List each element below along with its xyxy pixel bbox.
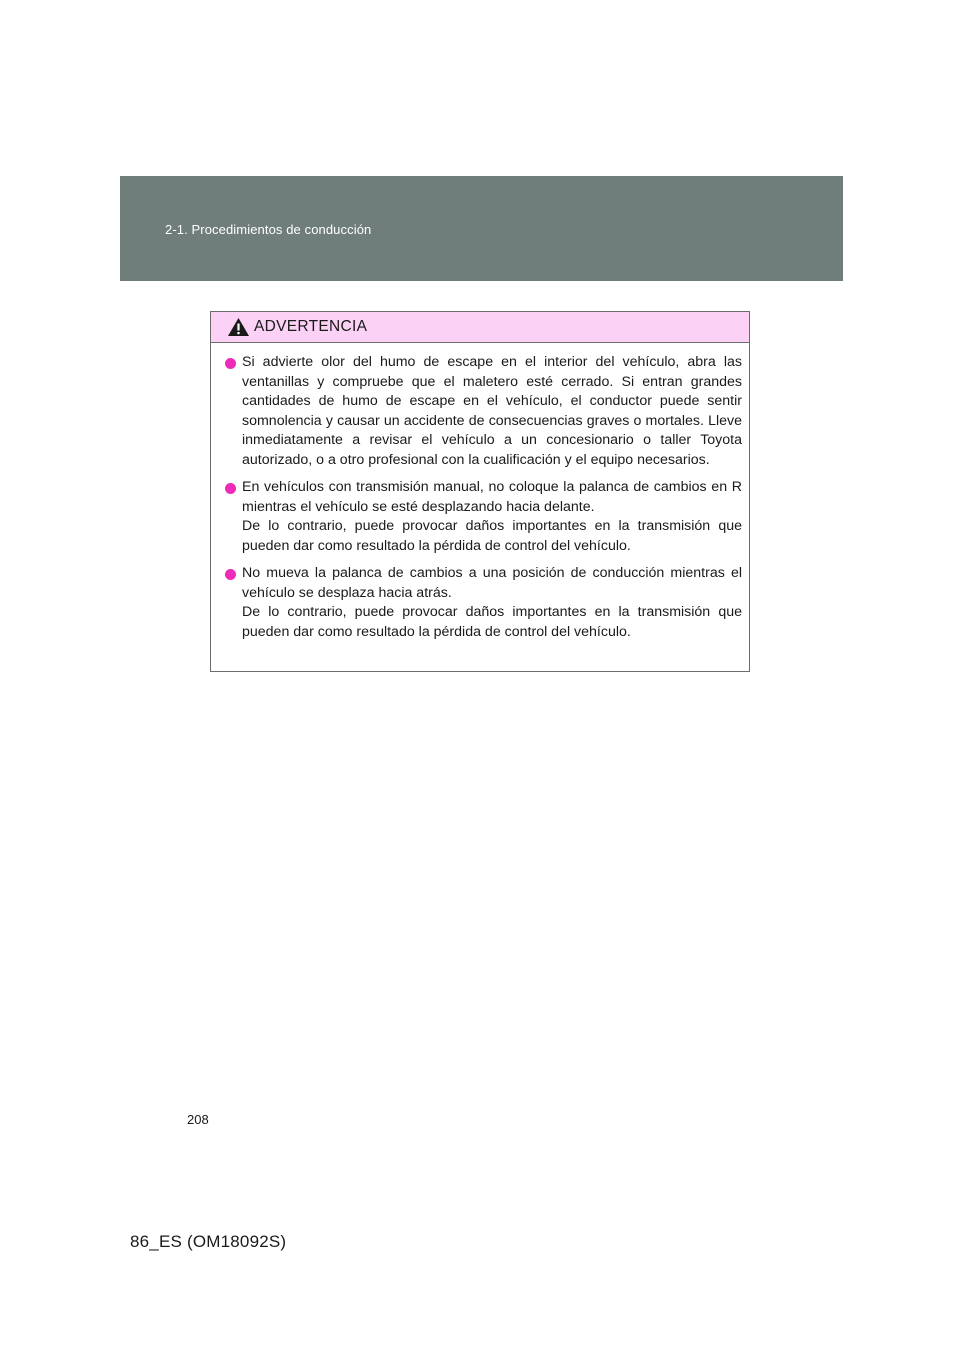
warning-body	[211, 343, 749, 642]
warning-paragraph: En vehículos con transmisión manual, no coloque la palanca de cambios en R mientras el vehículo se esté desplazando hacia delante.	[242, 479, 742, 515]
section-title: 2-1. Procedimientos de conducción	[165, 222, 372, 237]
warning-header	[211, 312, 749, 343]
warning-paragraph: De lo contrario, puede provocar daños importantes en la transmisión que pueden dar como resultado la pérdida de control del vehículo.	[242, 604, 742, 640]
warning-item	[225, 353, 742, 470]
warning-item	[225, 478, 742, 556]
warning-paragraph: No mueva la palanca de cambios a una posición de conducción mientras el vehículo se desplaza hacia atrás.	[242, 565, 742, 601]
bullet-icon	[225, 569, 236, 580]
bullet-icon	[225, 358, 236, 369]
warning-triangle-icon	[227, 317, 250, 337]
warning-item	[225, 564, 742, 642]
warning-box	[210, 311, 750, 672]
warning-paragraph: De lo contrario, puede provocar daños importantes en la transmisión que pueden dar como resultado la pérdida de control del vehículo.	[242, 518, 742, 554]
warning-paragraph: Si advierte olor del humo de escape en el interior del vehículo, abra las ventanillas y compruebe que el maletero esté cerrado. Si entran grandes cantidades de humo de escape en el vehículo, el conductor puede sentir somnolencia y causar un accidente de consecuencias graves o mortales. Lleve inmediatamente a revisar el vehículo a un concesionario o taller Toyota autorizado, o a otro profesional con la cualificación y el equipo necesarios.	[242, 354, 742, 468]
warning-title: ADVERTENCIA	[254, 318, 368, 335]
page-number: 208	[187, 1112, 209, 1127]
document-code: 86_ES (OM18092S)	[130, 1232, 287, 1251]
bullet-icon	[225, 483, 236, 494]
